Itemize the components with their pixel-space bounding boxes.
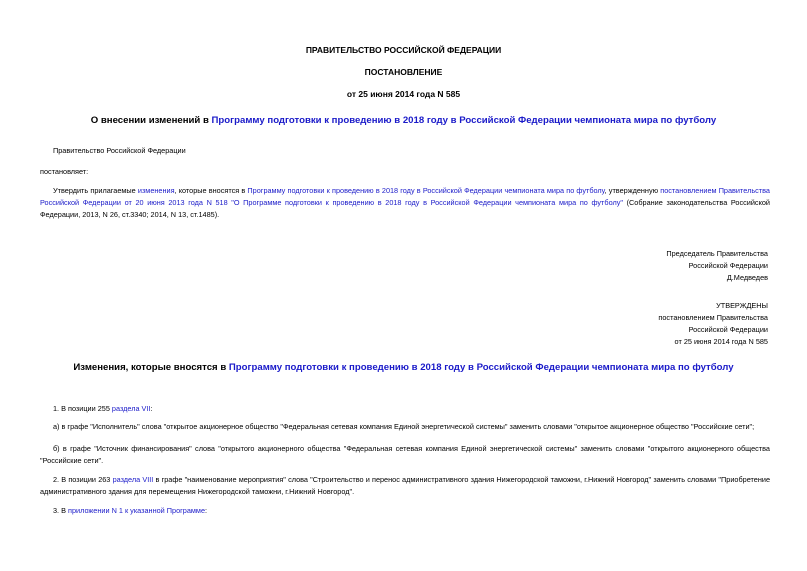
intro-decides: постановляет: xyxy=(40,167,89,176)
item-2 xyxy=(40,474,770,498)
title-prefix: О внесении изменений в xyxy=(90,115,212,126)
appendix-1-link[interactable]: приложении N 1 к указанной Программе xyxy=(68,506,205,515)
item-1-colon: : xyxy=(150,404,153,413)
approved-line-2: постановлением Правительства xyxy=(658,313,768,322)
signature-position-1: Председатель Правительства xyxy=(666,249,768,258)
document-type: ПОСТАНОВЛЕНИЕ xyxy=(364,67,443,77)
signature-position-2: Российской Федерации xyxy=(688,261,768,270)
approved-line-1: УТВЕРЖДЕНЫ xyxy=(716,301,768,310)
approve-text-3: , утвержденную xyxy=(604,186,661,195)
approved-line-4: от 25 июня 2014 года N 585 xyxy=(674,337,768,346)
title-program-link[interactable]: Программу подготовки к проведению в 2018 году в Российской Федерации чемпионата мира по футболу xyxy=(211,115,717,126)
item-1b: б) в графе "Источник финансирования" слова "открытого акционерного общества "Федеральная сетевая компания Единой энергетической системы" заменить словами "открытого акционерного общества "Российские сети". xyxy=(40,444,770,465)
changes-title-prefix: Изменения, которые вносятся в xyxy=(73,362,229,373)
changes-title xyxy=(0,362,807,373)
document-date-number: от 25 июня 2014 года N 585 xyxy=(346,89,461,99)
signature-name: Д.Медведев xyxy=(726,273,768,282)
item-1-text: 1. В позиции 255 xyxy=(53,404,112,413)
changes-link[interactable]: изменения xyxy=(137,186,175,195)
government-name: ПРАВИТЕЛЬСТВО РОССИЙСКОЙ ФЕДЕРАЦИИ xyxy=(305,45,502,55)
approve-text-1: Утвердить прилагаемые xyxy=(53,186,138,195)
approve-text-4: (Собрание законодательства Российской Федерации, 2013, N 26, ст.3340; 2014, N 13, ст.1485). xyxy=(40,198,770,219)
item-3 xyxy=(53,505,207,517)
item-1 xyxy=(53,403,153,415)
item-2-text-2: в графе "наименование мероприятия" слова "Строительство и перенос административного здания Нижегородской таможни, г.Нижний Новгород" заменить словами "Приобретение административного здания для перемещения Нижегородской таможни, г.Нижний Новгород". xyxy=(40,475,770,496)
decree-518-link[interactable]: постановлением Правительства Российской Федерации от 20 июня 2013 года N 518 "О Программе подготовки к проведению в 2018 году в Российской Федерации чемпионата мира по футболу" xyxy=(40,186,770,207)
approve-text-2: , которые вносятся в xyxy=(174,186,248,195)
changes-title-program-link[interactable]: Программу подготовки к проведению в 2018 году в Российской Федерации чемпионата мира по футболу xyxy=(228,362,734,373)
approved-line-3: Российской Федерации xyxy=(688,325,768,334)
item-3-text: 3. В xyxy=(53,506,69,515)
item-1a: а) в графе "Исполнитель" слова "открытое акционерное общество "Федеральная сетевая компания Единой энергетической системы" заменить словами "открытое акционерное общество "Российские сети"; xyxy=(53,422,755,431)
item-2-text-1: 2. В позиции 263 xyxy=(53,475,113,484)
section-vii-link[interactable]: раздела VII xyxy=(111,404,151,413)
program-link[interactable]: Программу подготовки к проведению в 2018 году в Российской Федерации чемпионата мира по футболу xyxy=(247,186,605,195)
item-3-colon: : xyxy=(205,506,208,515)
approve-paragraph xyxy=(40,185,770,221)
document-title xyxy=(0,115,807,126)
intro-government: Правительство Российской Федерации xyxy=(53,146,186,155)
section-viii-link[interactable]: раздела VIII xyxy=(112,475,154,484)
